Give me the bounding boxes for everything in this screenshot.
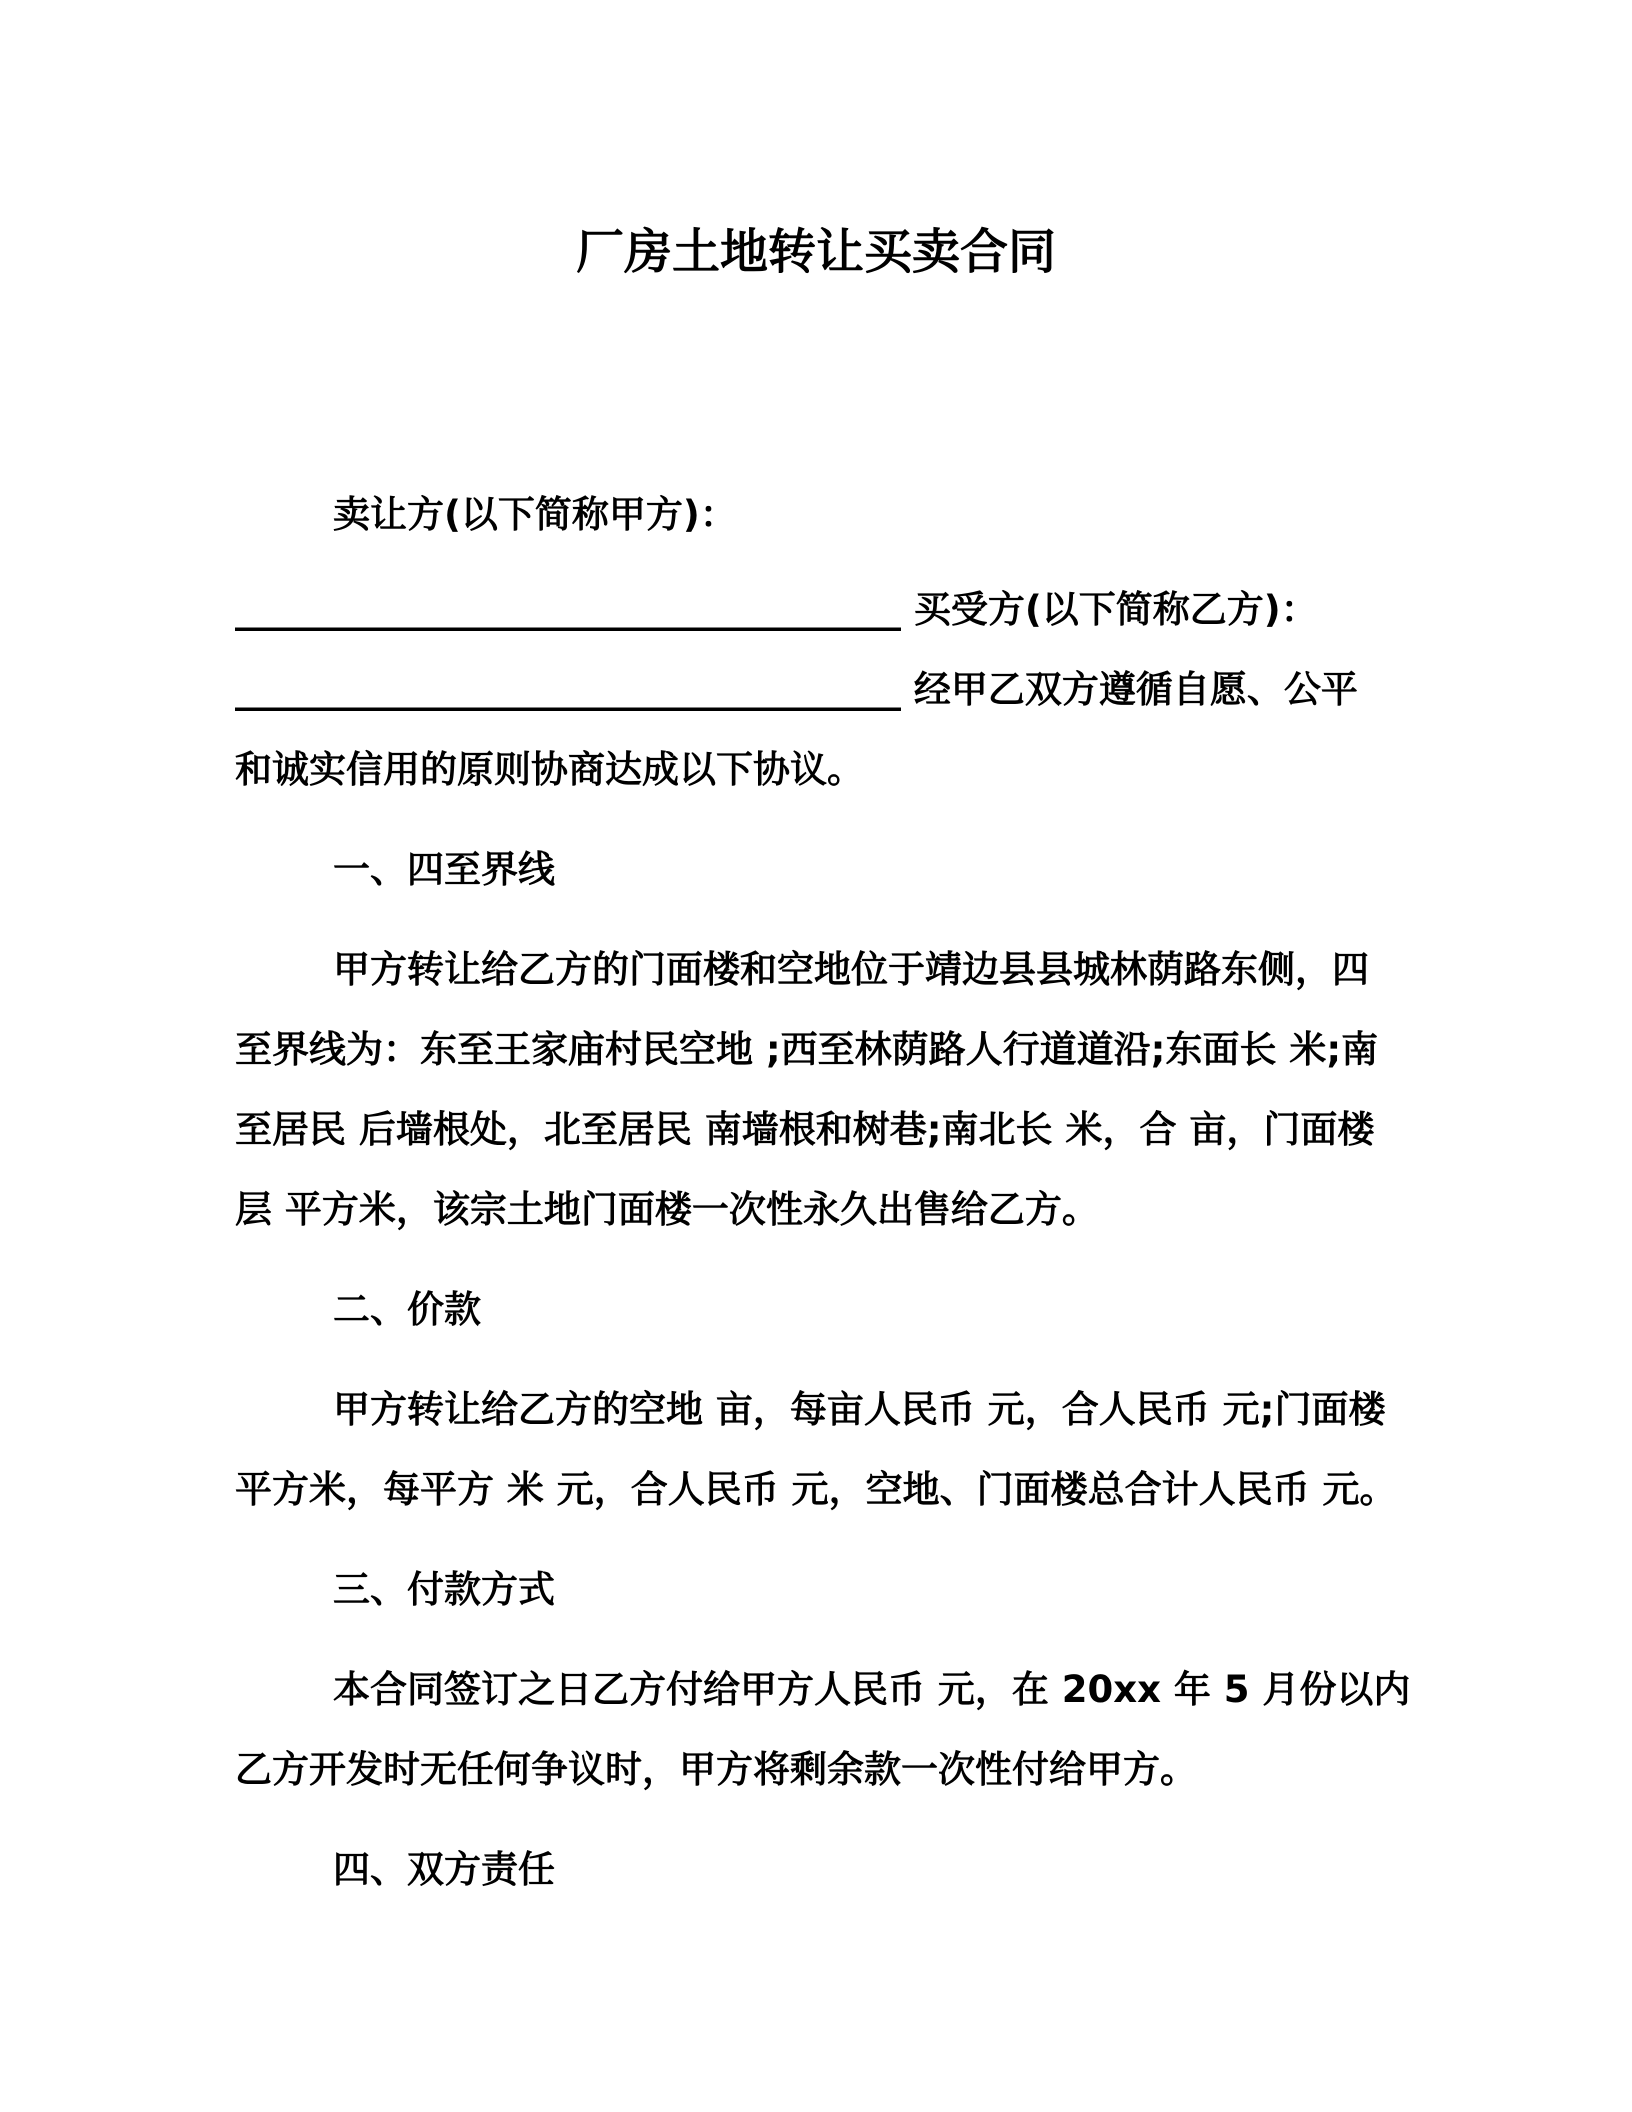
section-3-line-1: 本合同签订之日乙方付给甲方人民币 元，在 20xx 年 5 月份以内: [333, 1668, 1411, 1711]
section-1-line-3: 至居民 后墙根处，北至居民 南墙根和树巷;南北长 米，合 亩，门面楼: [235, 1108, 1375, 1151]
section-1-heading: 一、四至界线: [333, 848, 555, 891]
section-3-heading: 三、付款方式: [333, 1568, 555, 1611]
party-intro-seller: [235, 475, 1397, 555]
party-seller-line: 卖让方(以下简称甲方)：: [333, 493, 737, 536]
section-2-heading-block: [235, 1270, 1397, 1350]
agreement-principle-line-2: 和诚实信用的原则协商达成以下协议。: [235, 748, 864, 791]
party-buyer-line: ____________________________________ 买受方(以下简称乙方)：: [235, 588, 1318, 631]
section-4-heading: 四、双方责任: [333, 1848, 555, 1891]
section-1-line-4: 层 平方米，该宗土地门面楼一次性永久出售给乙方。: [235, 1188, 1099, 1231]
section-3-heading-block: [235, 1550, 1397, 1630]
section-3-line-2: 乙方开发时无任何争议时，甲方将剩余款一次性付给甲方。: [235, 1748, 1197, 1791]
section-2-line-2: 平方米，每平方 米 元，合人民币 元，空地、门面楼总合计人民币 元。: [235, 1468, 1397, 1511]
document-title: 厂房土地转让买卖合同: [575, 224, 1056, 280]
section-1-paragraph: [235, 930, 1397, 1250]
section-3-paragraph: [235, 1650, 1411, 1810]
agreement-principle-line-1: ____________________________________ 经甲乙双方遵循自愿、公平: [235, 668, 1358, 711]
section-4-heading-block: [235, 1830, 1397, 1910]
section-1-line-1: 甲方转让给乙方的门面楼和空地位于靖边县县城林荫路东侧，四: [333, 948, 1369, 991]
section-2-heading: 二、价款: [333, 1288, 481, 1331]
section-1-line-2: 至界线为：东至王家庙村民空地 ;西至林荫路人行道道沿;东面长 米;南: [235, 1028, 1379, 1071]
section-1-heading-block: [235, 830, 1397, 910]
section-2-line-1: 甲方转让给乙方的空地 亩，每亩人民币 元，合人民币 元;门面楼: [333, 1388, 1386, 1431]
party-intro-buyer-principle: [235, 570, 1397, 810]
section-2-paragraph: [235, 1370, 1397, 1530]
